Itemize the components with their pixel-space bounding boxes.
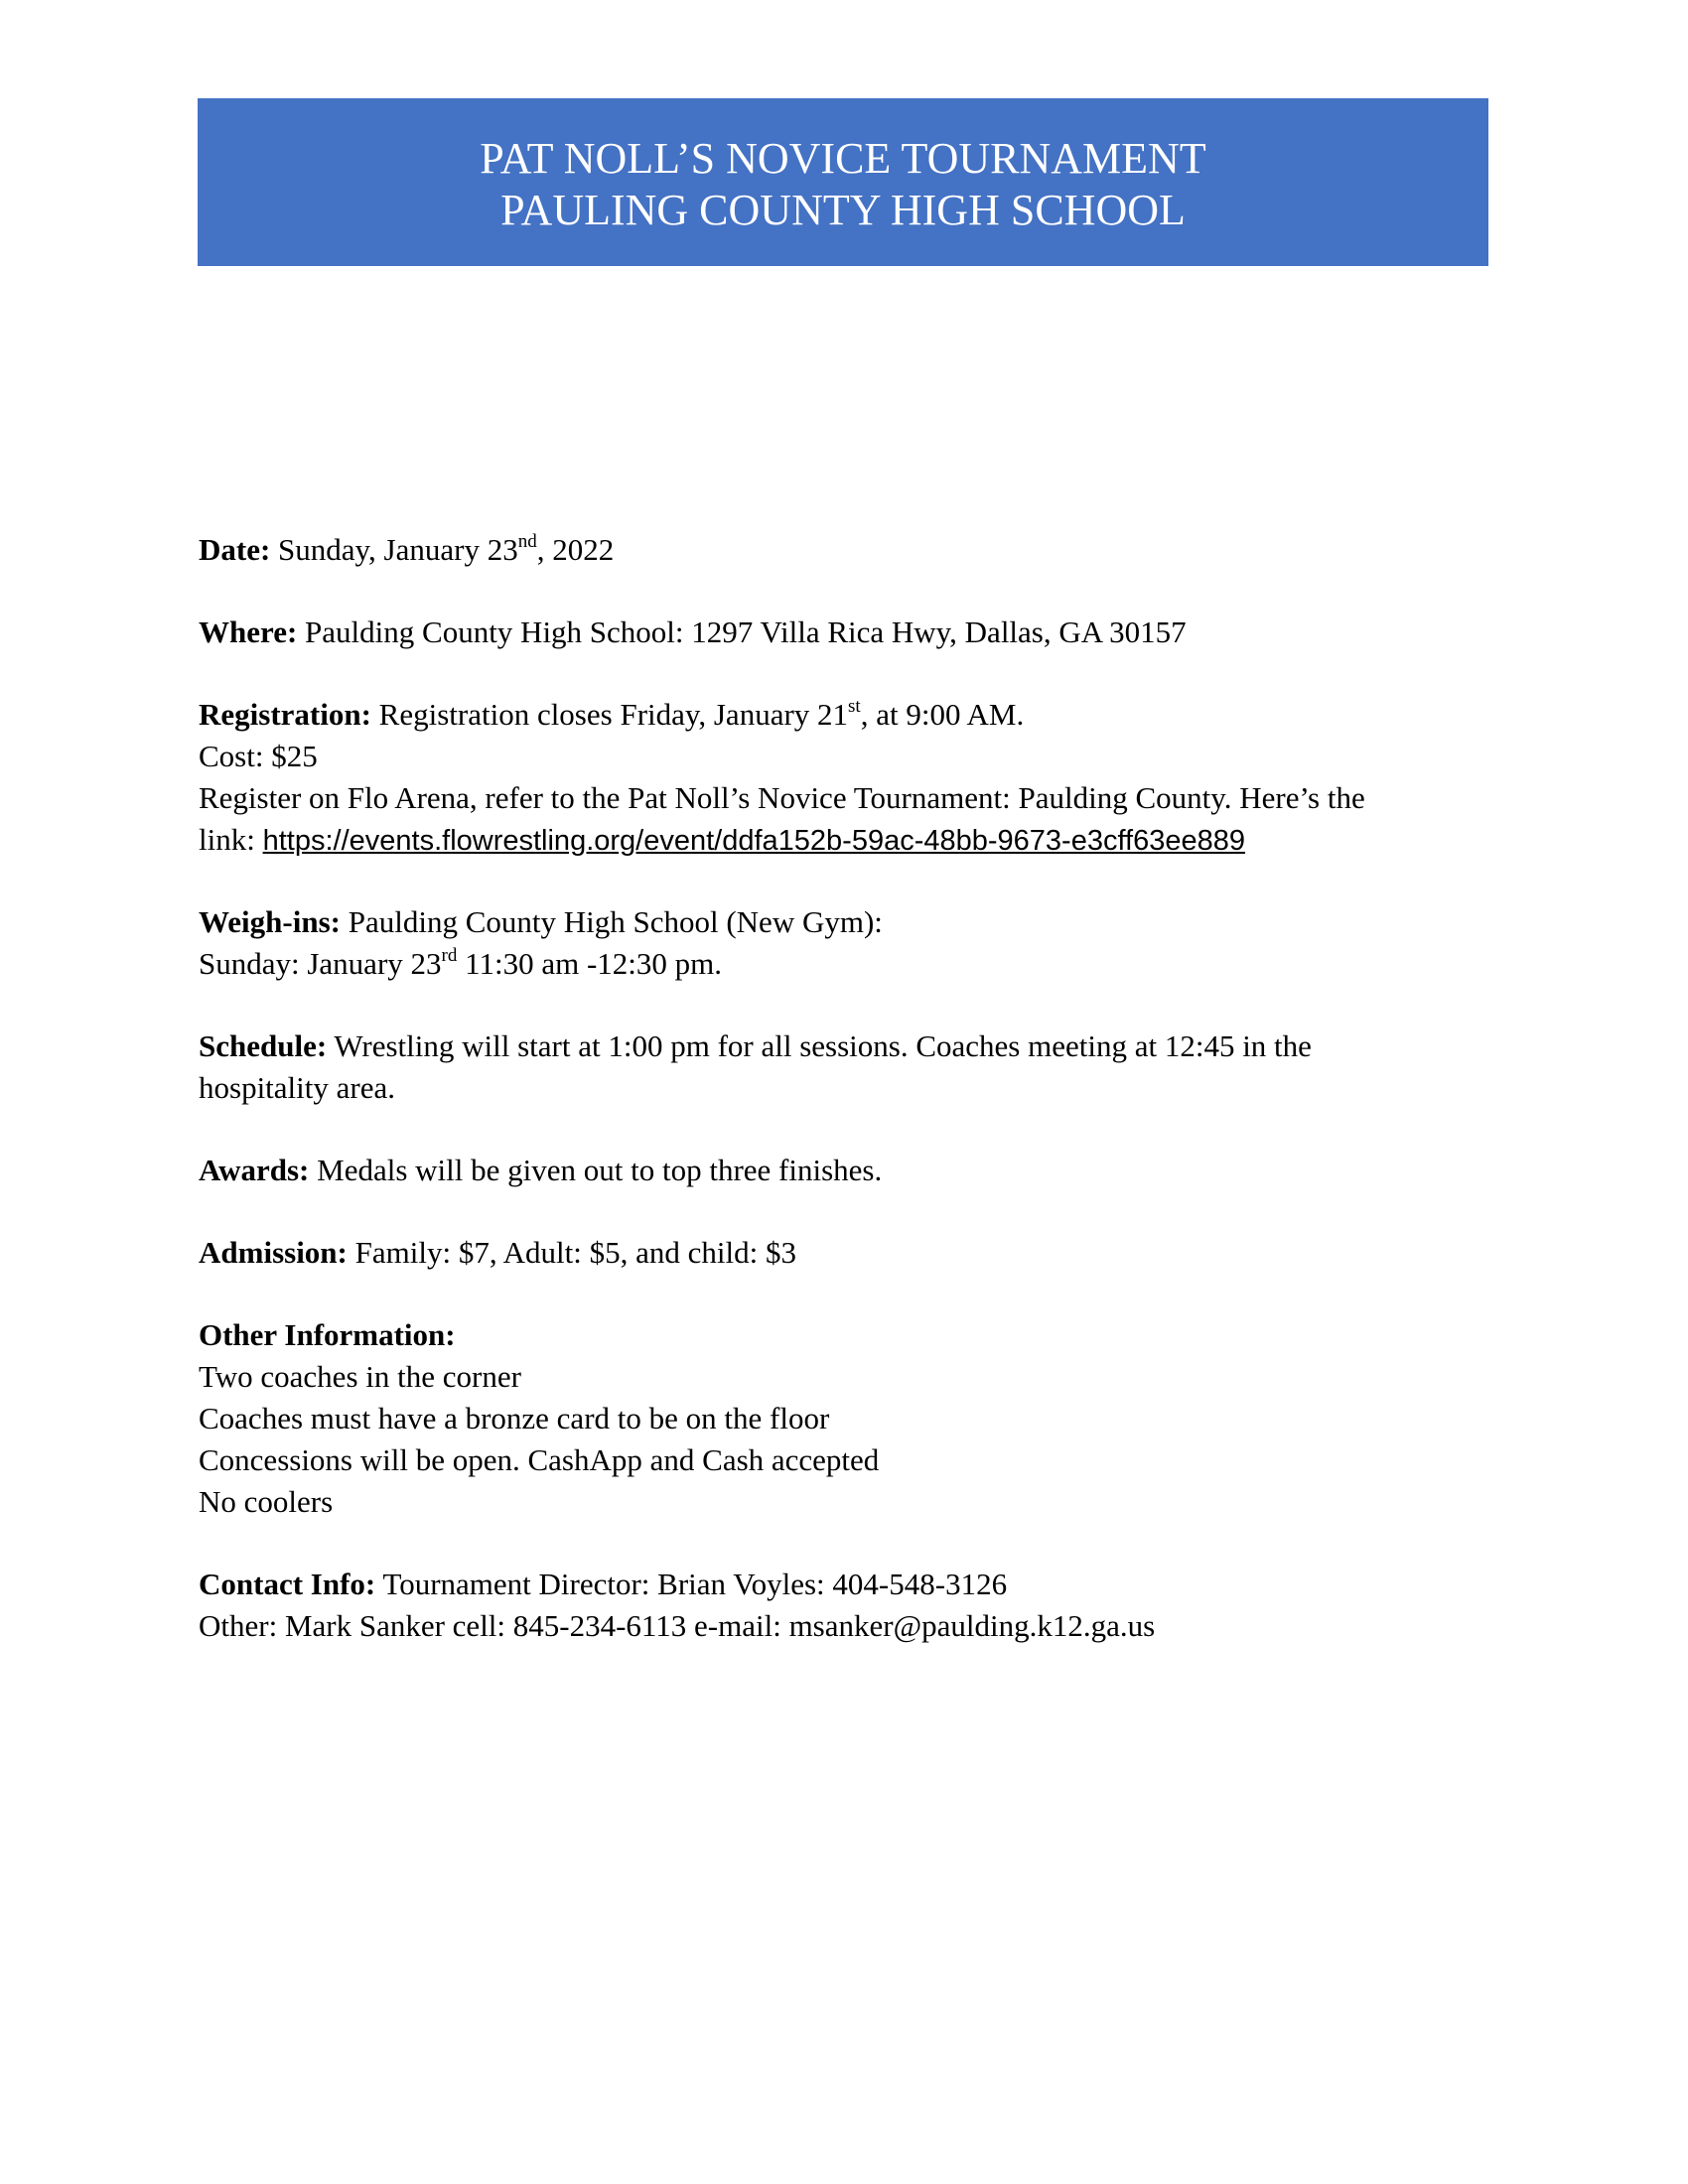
contact-text: Tournament Director: Brian Voyles: 404-548-3126 <box>375 1567 1008 1601</box>
schedule-line <box>199 1025 1489 1067</box>
other-info-label: Other Information: <box>199 1317 456 1352</box>
weigh-ins-time: 11:30 am -12:30 pm. <box>457 946 722 981</box>
title-line-2: PAULING COUNTY HIGH SCHOOL <box>500 186 1186 234</box>
admission-line <box>199 1232 1489 1274</box>
admission-text: Family: $7, Adult: $5, and child: $3 <box>347 1235 796 1270</box>
cost-line: Cost: $25 <box>199 739 318 773</box>
where-text: Paulding County High School: 1297 Villa Rica Hwy, Dallas, GA 30157 <box>297 614 1187 649</box>
registration-link[interactable]: https://events.flowrestling.org/event/ddfa152b-59ac-48bb-9673-e3cff63ee889 <box>262 825 1245 857</box>
document-body <box>199 529 1489 1647</box>
weigh-ins-suffix: rd <box>441 944 458 966</box>
date-label: Date: <box>199 532 271 567</box>
link-line <box>199 819 1489 861</box>
where-line <box>199 612 1489 653</box>
title-line-1: PAT NOLL’S NOVICE TOURNAMENT <box>480 134 1206 183</box>
weigh-ins-label: Weigh-ins: <box>199 904 341 939</box>
other-info-item: Coaches must have a bronze card to be on the floor <box>199 1401 830 1435</box>
registration-line <box>199 694 1489 736</box>
other-info-item: Two coaches in the corner <box>199 1359 521 1394</box>
schedule-text: Wrestling will start at 1:00 pm for all sessions. Coaches meeting at 12:45 in the <box>327 1028 1312 1063</box>
awards-line <box>199 1150 1489 1191</box>
registration-label: Registration: <box>199 697 371 732</box>
admission-label: Admission: <box>199 1235 348 1270</box>
other-info-item: Concessions will be open. CashApp and Cash accepted <box>199 1442 880 1477</box>
date-text: Sunday, January 23 <box>270 532 518 567</box>
where-label: Where: <box>199 614 298 649</box>
awards-label: Awards: <box>199 1153 310 1187</box>
schedule-line-2: hospitality area. <box>199 1070 395 1105</box>
link-prefix: link: <box>199 822 263 857</box>
weigh-ins-text: Paulding County High School (New Gym): <box>340 904 883 939</box>
registration-text: Registration closes Friday, January 21 <box>370 697 849 732</box>
weigh-ins-day: Sunday: January 23 <box>199 946 442 981</box>
date-line <box>199 529 1489 571</box>
contact-line <box>199 1564 1489 1605</box>
awards-text: Medals will be given out to top three finishes. <box>309 1153 883 1187</box>
header-banner <box>198 98 1488 266</box>
date-year: , 2022 <box>536 532 615 567</box>
weigh-ins-line <box>199 901 1489 943</box>
registration-time: , at 9:00 AM. <box>860 697 1025 732</box>
contact-line-2: Other: Mark Sanker cell: 845-234-6113 e-mail: msanker@paulding.k12.ga.us <box>199 1608 1156 1643</box>
contact-label: Contact Info: <box>199 1567 376 1601</box>
register-instructions: Register on Flo Arena, refer to the Pat Noll’s Novice Tournament: Paulding County. Here’s the <box>199 780 1365 815</box>
weigh-ins-time-line <box>199 943 1489 985</box>
schedule-label: Schedule: <box>199 1028 328 1063</box>
other-info-item: No coolers <box>199 1484 334 1519</box>
registration-suffix: st <box>848 695 861 717</box>
date-suffix: nd <box>517 530 537 552</box>
